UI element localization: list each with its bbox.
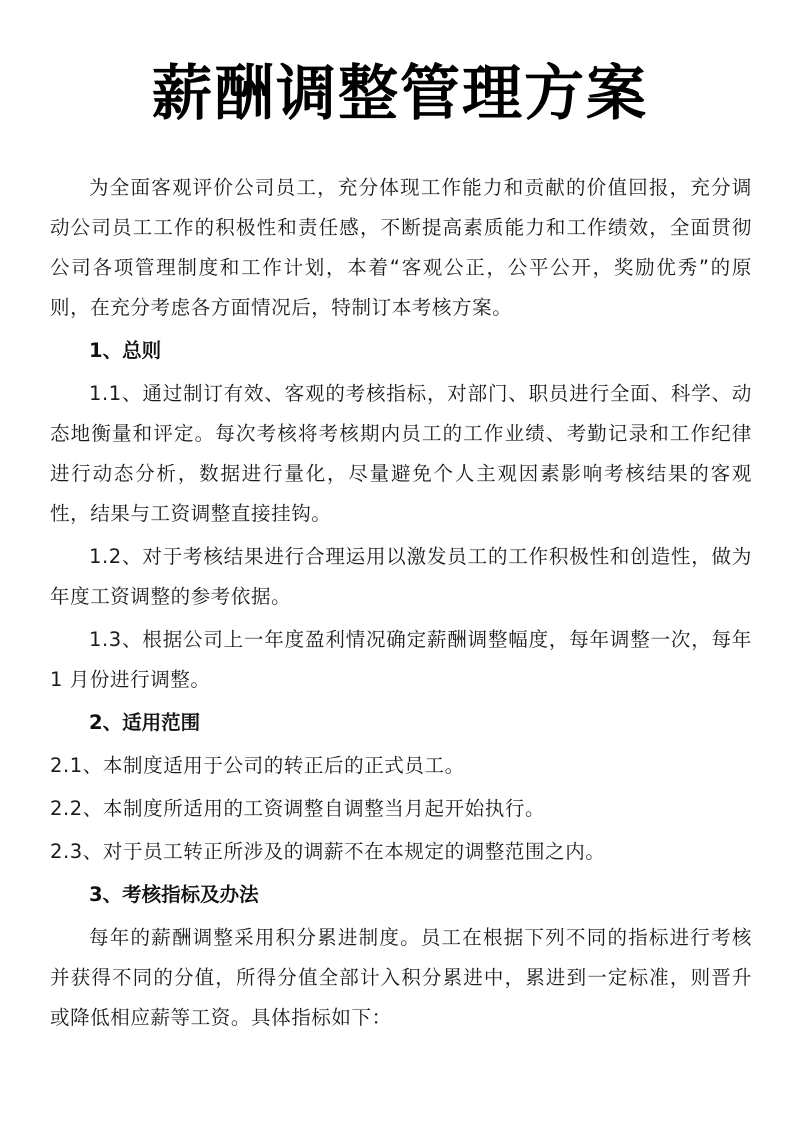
clause-2-1: 2.1、本制度适用于公司的转正后的正式员工。 [50,754,465,777]
clause-2-3: 2.3、对于员工转正所涉及的调薪不在本规定的调整范围之内。 [50,840,606,863]
clause-2-2: 2.2、本制度所适用的工资调整自调整当月起开始执行。 [50,797,546,820]
assessment-paragraph: 每年的薪酬调整采用积分累进制度。员工在根据下列不同的指标进行考核并获得不同的分值，所得分值全部计入积分累进中，累进到一定标准，则晋升或降低相应薪等工资。具体指标如下： [50,926,752,1029]
section-heading-general: 1、总则 [89,339,162,362]
intro-paragraph: 为全面客观评价公司员工，充分体现工作能力和贡献的价值回报，充分调动公司员工工作的积极性和责任感，不断提高素质能力和工作绩效，全面贯彻公司各项管理制度和工作计划，本着“客观公正，公平公开，奖励优秀”的原则，在充分考虑各方面情况后，特制订本考核方案。 [50,176,752,319]
clause-1-1: 1.1、通过制订有效、客观的考核指标，对部门、职员进行全面、科学、动态地衡量和评定。每次考核将考核期内员工的工作业绩、考勤记录和工作纪律进行动态分析，数据进行量化，尽量避免个人主观因素影响考核结果的客观性，结果与工资调整直接挂钩。 [50,382,752,525]
document-title: 薪酬调整管理方案 [152,59,648,129]
section-heading-scope: 2、适用范围 [89,711,201,734]
document-body [50,168,752,1038]
section-heading-assessment: 3、考核指标及办法 [89,883,259,906]
clause-1-3: 1.3、根据公司上一年度盈利情况确定薪酬调整幅度，每年调整一次，每年 1 月份进行调整。 [50,628,752,691]
clause-1-2: 1.2、对于考核结果进行合理运用以激发员工的工作积极性和创造性，做为年度工资调整的参考依据。 [50,545,752,608]
